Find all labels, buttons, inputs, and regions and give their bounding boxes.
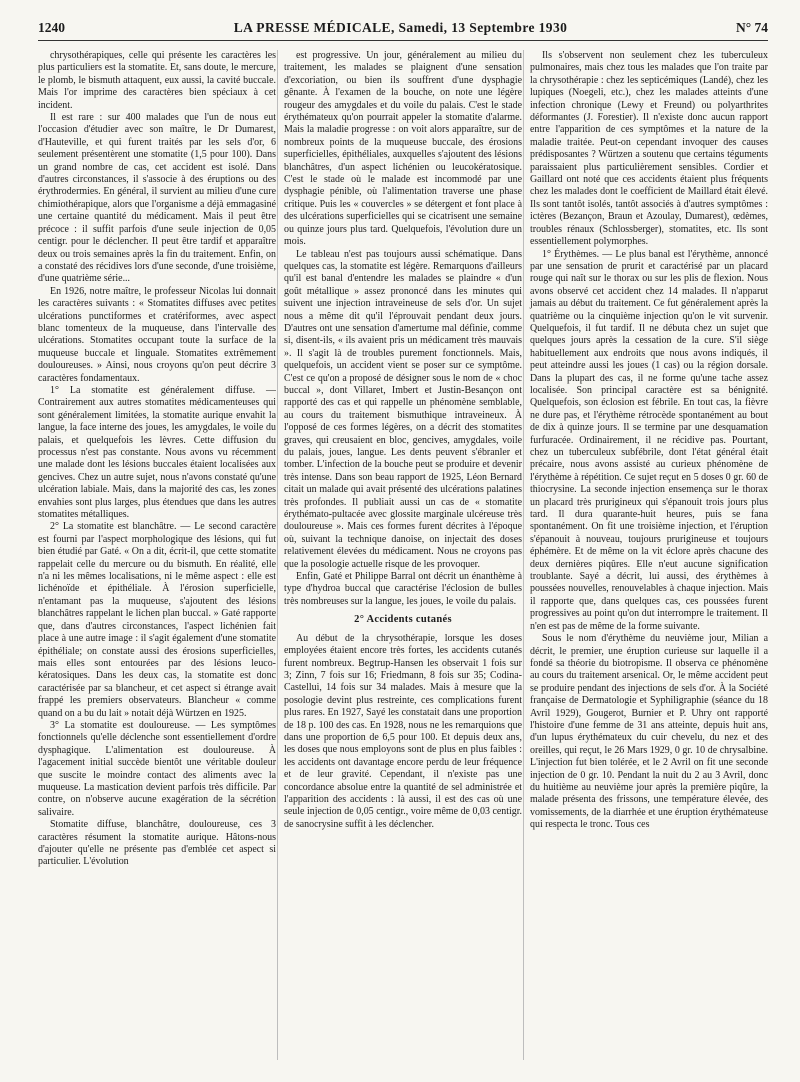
paragraph: 1° La stomatite est généralement diffuse. — Contrairement aux autres stomatites médicamenteuses qui sont généralement limitées, la stomatite aurique envahit la langue, la face interne des joues, les amygdales, le voile du palais, et quelquefois les lèvres. Cette diffusion du processus n'est pas constante. Nous avons vu récemment une malade dont les lésions buccales étaient localisées aux gencives. Chez un autre sujet, nous n'avons constaté qu'une ulcération labiale. Mais, dans la majorité des cas, les zones envahies sont plus larges, plus étendues que dans les autres stomatites métalliques. <box>38 384 276 521</box>
paragraph: 1° Érythèmes. — Le plus banal est l'érythème, annoncé par une sensation de prurit et caractérisé par un placard rouge qui naît sur le thorax ou sur les plis de flexion. Nous avons observé cet accident chez 14 malades. Il n'apparut jamais au début du traitement. Ce fut généralement après la quatrième ou la cinquième injection qu'on le vit survenir. Quelquefois, il fut tardif. Il ne débuta chez un sujet que quelques jours après la cessation de la cure. S'il siège habituellement aux endroits que nous avons indiqués, il peut atteindre aussi les joues (1 cas) ou la région dorsale. Dans la plupart des cas, il ne forme qu'une tache assez localisée. Son principal caractère est sa bénignité. Quelquefois, son éclosion est fébrile. En tout cas, la fièvre ne dure pas, et l'érythème rétrocède spontanément au bout de dix à quinze jours. Il se termine par une desquamation furfuracée. Ordinairement, il ne récidive pas. Pourtant, chez un tuberculeux subfébrile, dont l'état général était précaire, nous avons assisté au curieux phénomène de l'érythème à répétition. Ce sujet reçut en 5 doses 0 gr. 60 de thiocrysine. La seconde injection ensemença sur le thorax un placard très prurigineux qui s'épanouit trois jours plus tard. Il dura quarante-huit heures, puis se fana spontanément. On fit une troisième injection, et l'éruption s'épanouit à nouveau, toujours prurigineuse et toujours éphémère. Et de même on la vit éclore après chacune des deux dernières piqûres. Elle n'eut aucune signification troublante. Sayé a décrit, lui aussi, des érythèmes à poussées nouvelles, renouvelables à chaque injection. Mais il rapporte que, dans quelques cas, ces poussées furent progressives au point qu'on dut interrompre le traitement. Il n'en est pas de même de la forme suivante. <box>530 248 768 632</box>
paragraph: chrysothérapiques, celle qui présente les caractères les plus particuliers est la stomatite. Et, sans doute, le mercure, le plomb, le bismuth attaquent, eux aussi, la cavité buccale. Mais l'or imprime des caractères bien spéciaux à cet incident. <box>38 50 276 111</box>
text-columns <box>38 50 768 1060</box>
paragraph: Stomatite diffuse, blanchâtre, douloureuse, ces 3 caractères résument la stomatite aurique. Hâtons-nous d'ajouter qu'elle ne présente pas d'emblée cet aspect si particulier. L'évolution <box>38 819 276 868</box>
paragraph: En 1926, notre maître, le professeur Nicolas lui donnait les caractères suivants : « Stomatites diffuses avec petites ulcérations punctiformes et cratériformes, avec aspect blanc tomenteux de la muqueuse, dans l'intervalle des ulcérations. Stomatites occupant toute la surface de la muqueuse buccale et linguale. Stomatites extrêmement douloureuses. » Ainsi, nous croyons qu'on peut décrire 3 caractères fondamentaux. <box>38 285 276 384</box>
paragraph: est progressive. Un jour, généralement au milieu du traitement, les malades se plaignent d'une sensation d'excoriation, ou bien ils souffrent d'une dysphagie gênante. À l'examen de la bouche, on note une légère rougeur des amygdales et du voile du palais. C'est le stade érythémateux qu'on pourrait appeler la stomatite d'alarme. Mais la maladie progresse : on voit alors apparaître, sur de nombreux points de la muqueuse buccale, des érosions superficielles, épithéliales, auxquelles s'ajoutent des lésions blanchâtres, d'un aspect lichénien ou leucokératosique. C'est le stade où le malade est incommodé par une dysphagie pénible, où l'alimentation traverse une phase critique. Puis les « couvercles » se détergent et font place à des ulcérations superficielles qui se cicatrisent une semaine ou quinze jours plus tard. Quelquefois, l'évolution dure un mois. <box>284 50 522 248</box>
paragraph: Ils s'observent non seulement chez les tuberculeux pulmonaires, mais chez tous les malades que l'on traite par la chrysothérapie : chez les septicémiques (Landé), chez les lupiques (Noegeli, etc.), chez les malades atteints d'une infection chronique (Lewy et Freund) ou polyarthrites déformantes (J. Forestier). Il n'existe donc aucun rapport entre l'apparition de ces symptômes et la nature de la maladie traitée. Peut-on cependant invoquer des causes prédisposantes ? Würtzen a soutenu que certains téguments paraissaient plus particulièrement sensibles. Cordier et Gaillard ont noté que ces accidents étaient plus fréquents chez les malades dont le coefficient de Maillard était élevé. Ils sont tantôt isolés, tantôt associés à d'autres symptômes : ictères (Bezançon, Braun et Azoulay, Dumarest), œdèmes, troubles rénaux (Schlossberger), stomatites, etc. Ils sont essentiellement polymorphes. <box>530 50 768 248</box>
column-1 <box>38 50 276 1060</box>
column-2 <box>277 50 522 1060</box>
column-3 <box>523 50 768 1060</box>
page-header <box>38 16 768 41</box>
paragraph: 2° La stomatite est blanchâtre. — Le second caractère est fourni par l'aspect morphologique des lésions, qui fut bien étudié par Gaté. « On a dit, écrit-il, que cette stomatite rappelait celle du mercure ou du bismuth. En réalité, elle n'a ni les mêmes localisations, ni le même aspect : elle est lichénoïde et épithéliale. À l'érosion superficielle, n'entamant pas la muqueuse, s'ajoutent des lésions blanchâtres rappelant le lichen plan buccal. » Gaté rapporte que, dans d'autres circonstances, l'aspect lichénien fait place à une autre image : il s'agit également d'une stomatite épithéliale; on constate aussi des érosions superficielles, mais elles sont entourées par des lésions leuco-kératosiques. Dans les deux cas, la stomatite est donc caractérisée par sa blancheur, et cet aspect si étrange avait frappé les premiers observateurs. Blancheur « comme quand on a bu du lait » notait déjà Würtzen en 1925. <box>38 521 276 719</box>
paragraph: Sous le nom d'érythème du neuvième jour, Milian a décrit, le premier, une éruption curieuse sur laquelle il a fondé sa théorie du biotropisme. Il observa ce phénomène au cours du traitement arsenical. Or, le même accident peut se produire pendant des injections de sels d'or. À la Société française de Dermatologie et Syphiligraphie (séance du 18 Avril 1929), Gougerot, Burnier et P. Uhry ont rapporté l'histoire d'une femme de 31 ans atteinte, depuis huit ans, d'un lupus érythémateux du cuir chevelu, du nez et des oreilles, qui reçut, le 26 Mars 1929, 0 gr. 10 de chrysalbine. L'injection fut bien tolérée, et le 2 Avril on fit une seconde injection de 0 gr. 10. Pendant la nuit du 2 au 3 Avril, donc du huitième au neuvième jour après la première piqûre, la malade présenta des frissons, une température élevée, des vomissements, de la diarrhée et une éruption érythémateuse qui respecta le tronc. Tous ces <box>530 633 768 831</box>
paragraph: Le tableau n'est pas toujours aussi schématique. Dans quelques cas, la stomatite est légère. Remarquons d'ailleurs qu'il est banal d'entendre les malades se plaindre « d'un goût métallique » assez prononcé dans les minutes qui suivent une injection intraveineuse de sels d'or. Un sujet nous a même dit qu'il l'éprouvait pendant deux jours. D'autres ont une sensation d'amertume mal définie, comme si, disent-ils, « ils avaient pris un médicament très mauvais ». Il s'agit là de troubles purement fonctionnels. Mais, quelquefois, un accident vient se poser sur ce symptôme. C'est ce qu'on a proposé de désigner sous le nom de « choc buccal », dont Villaret, Imbert et Justin-Besançon ont rapporté des cas et qui rappelle un phénomène semblable, au cours du traitement bismuthique intraveineux. À l'opposé de ces formes légères, on a décrit des stomatites graves, qui creusaient en bloc, gencives, amygdales, voile du palais, joues, langue. Les dents peuvent s'ébranler et tomber. L'infection de la bouche peut se produire et devenir très intense. Dans son beau rapport de 1925, Léon Bernard citait un malade qui avait présenté des ulcérations palatines très profondes. Il publiait aussi un cas de « stomatite érythémato-pultacée avec glossite marginale ulcéreuse très douloureuse ». Mais ces formes furent décrites à l'époque où, suivant la technique danoise, on injectait des doses relativement élevées du médicament. Nous ne croyons pas que la posologie actuelle risque de les provoquer. <box>284 248 522 570</box>
paragraph: Au début de la chrysothérapie, lorsque les doses employées étaient encore très fortes, les accidents cutanés furent nombreux. Begtrup-Hansen les observait 1 fois sur 3; Zinn, 7 fois sur 16; Friedmann, 8 fois sur 35; Codina-Castellui, 14 fois sur 34 malades. Mais à mesure que la posologie devint plus restreinte, ces complications furent plus rares. En 1927, Sayé les constatait dans une proportion de 18 p. 100 des cas. En 1928, nous ne les remarquions que dans une proportion de 6,5 pour 100. Et depuis deux ans, les doses que nous employons sont de plus en plus faibles : les accidents ont davantage encore perdu de leur fréquence et de leur gravité. Cependant, il n'existe pas une concordance absolue entre la quantité de sel administrée et l'apparition des accidents : là aussi, il est des cas où une seule injection de 0,05 centigr., voire même de 0,03 centigr. de sanocrysine suffit à les déclencher. <box>284 632 522 830</box>
section-heading: 2° Accidents cutanés <box>354 614 452 626</box>
page-number: 1240 <box>38 20 65 35</box>
issue-number: N° 74 <box>735 20 768 35</box>
paragraph: Enfin, Gaté et Philippe Barral ont décrit un énanthème à type d'hydroa buccal que caractérise l'éclosion de bulles très nombreuses sur la langue, les joues, le voile du palais. <box>284 571 522 607</box>
journal-title: LA PRESSE MÉDICALE, Samedi, 13 Septembre 1930 <box>233 20 568 35</box>
paragraph: 3° La stomatite est douloureuse. — Les symptômes fonctionnels qu'elle déclenche sont essentiellement d'ordre dysphagique. L'alimentation est douloureuse. À l'agacement initial succède bientôt une véritable douleur que suscite le moindre contact des aliments avec la muqueuse. La mastication devient parfois très difficile. Par contre, on n'observe aucune exagération de la sécrétion salivaire. <box>38 719 276 818</box>
paragraph: Il est rare : sur 400 malades que l'un de nous eut l'occasion d'étudier avec son maître, le Dr Dumarest, d'Hauteville, et qui furent traités par les sels d'or, 6 seulement présentèrent une stomatite (1,5 pour 100). Dans un grand nombre de cas, cet accident est isolé. Dans d'autres circonstances, il s'associe à des éruptions ou des érythrodermies. En général, il survient au milieu d'une cure chimiothérapique, alors que l'organisme a déjà emmagasiné une certaine quantité du médicament. Mais il peut être précoce : il suffit parfois d'une seule injection de 0,05 centigr. pour le déclencher. Il peut être tardif et apparaître deux ou trois semaines après la fin du traitement. Enfin, on a constaté des récidives lors d'une seconde, d'une troisième, d'une quatrième série... <box>38 112 276 285</box>
